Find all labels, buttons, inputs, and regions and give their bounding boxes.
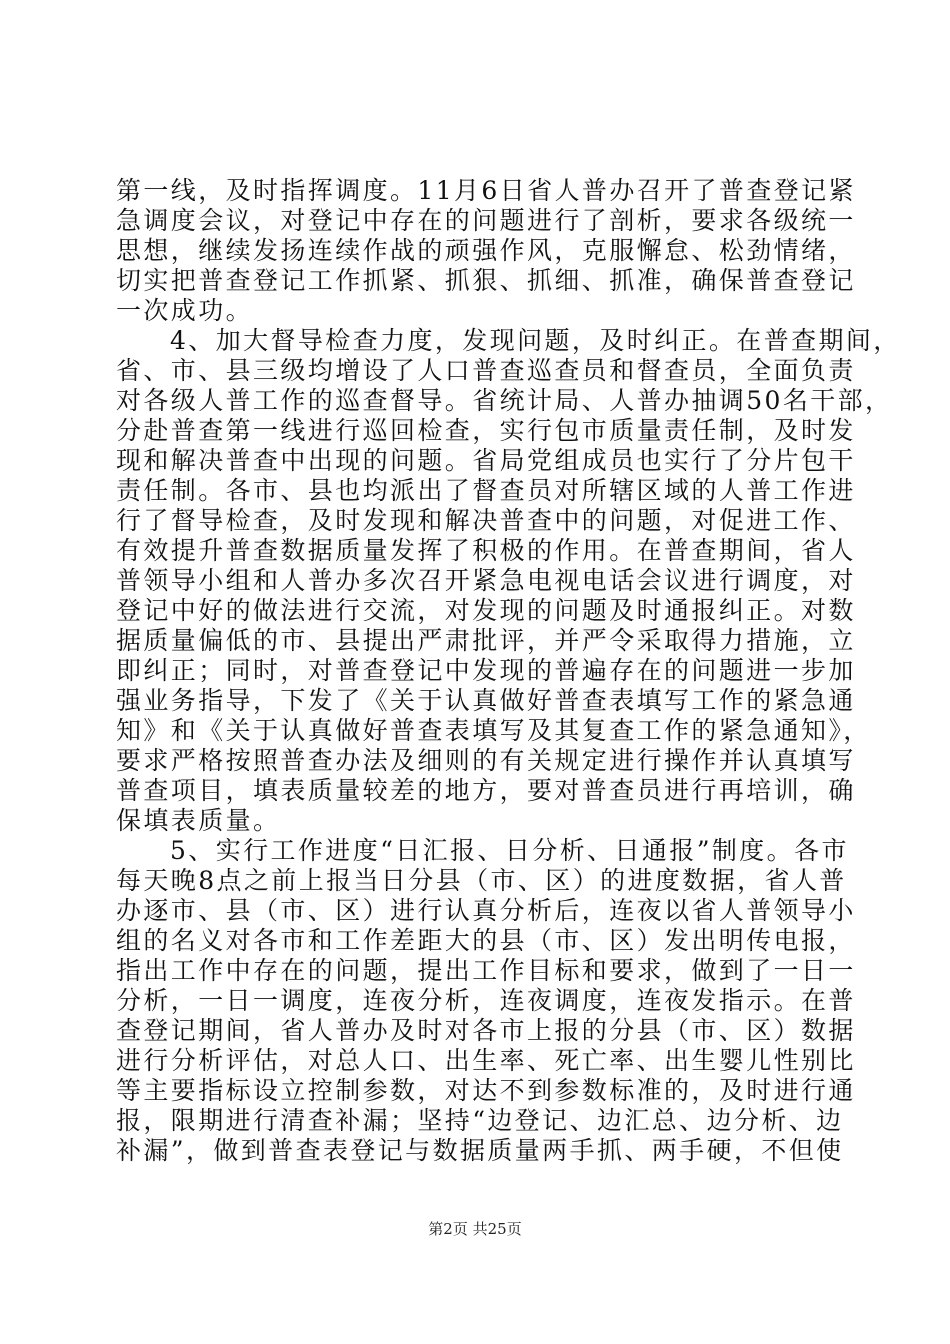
text-line: 每天晚8点之前上报当日分县（市、区）的进度数据，省人普	[116, 866, 847, 895]
text-line: 登记中好的做法进行交流，对发现的问题及时通报纠正。对数	[116, 596, 856, 625]
text-line: 责任制。各市、县也均派出了督查员对所辖区域的人普工作进	[116, 476, 856, 505]
text-line: 查登记期间，省人普办及时对各市上报的分县（市、区）数据	[116, 1016, 856, 1045]
text-line: 4、加大督导检查力度，发现问题，及时纠正。在普查期间，	[170, 326, 901, 355]
text-line: 指出工作中存在的问题，提出工作目标和要求，做到了一日一	[116, 956, 856, 985]
text-line: 报，限期进行清查补漏；坚持“边登记、边汇总、边分析、边	[116, 1106, 844, 1135]
text-line: 5、实行工作进度“日汇报、日分析、日通报”制度。各市	[170, 836, 849, 865]
text-line: 分赴普查第一线进行巡回检查，实行包市质量责任制，及时发	[116, 416, 856, 445]
text-line: 省、市、县三级均增设了人口普查巡查员和督查员，全面负责	[116, 356, 856, 385]
text-line: 即纠正；同时，对普查登记中发现的普遍存在的问题进一步加	[116, 656, 856, 685]
text-line: 办逐市、县（市、区）进行认真分析后，连夜以省人普领导小	[116, 896, 856, 925]
text-line: 第一线，及时指挥调度。11月6日省人普办召开了普查登记紧	[116, 176, 856, 205]
text-line: 现和解决普查中出现的问题。省局党组成员也实行了分片包干	[116, 446, 856, 475]
text-line: 组的名义对各市和工作差距大的县（市、区）发出明传电报，	[116, 926, 856, 955]
text-line: 对各级人普工作的巡查督导。省统计局、人普办抽调50名干部，	[116, 386, 893, 415]
text-line: 要求严格按照普查办法及细则的有关规定进行操作并认真填写	[116, 746, 856, 775]
text-line: 切实把普查登记工作抓紧、抓狠、抓细、抓准，确保普查登记	[116, 266, 856, 295]
text-line: 据质量偏低的市、县提出严肃批评，并严令采取得力措施，立	[116, 626, 856, 655]
text-line: 知》和《关于认真做好普查表填写及其复查工作的紧急通知》，	[116, 716, 871, 745]
text-line: 强业务指导，下发了《关于认真做好普查表填写工作的紧急通	[116, 686, 856, 715]
text-line: 保填表质量。	[116, 806, 281, 835]
text-line: 普查项目，填表质量较差的地方，要对普查员进行再培训，确	[116, 776, 856, 805]
text-line: 一次成功。	[116, 296, 254, 325]
text-line: 普领导小组和人普办多次召开紧急电视电话会议进行调度，对	[116, 566, 856, 595]
text-line: 行了督导检查，及时发现和解决普查中的问题，对促进工作、	[116, 506, 856, 535]
text-line: 急调度会议，对登记中存在的问题进行了剖析，要求各级统一	[116, 206, 856, 235]
text-line: 思想，继续发扬连续作战的顽强作风，克服懈怠、松劲情绪，	[116, 236, 856, 265]
text-line: 等主要指标设立控制参数，对达不到参数标准的，及时进行通	[116, 1076, 856, 1105]
text-line: 分析，一日一调度，连夜分析，连夜调度，连夜发指示。在普	[116, 986, 856, 1015]
text-line: 有效提升普查数据质量发挥了积极的作用。在普查期间，省人	[116, 536, 856, 565]
text-line: 补漏”，做到普查表登记与数据质量两手抓、两手硬，不但使	[116, 1136, 844, 1165]
page-footer: 第2页 共25页	[428, 1220, 522, 1238]
text-line: 进行分析评估，对总人口、出生率、死亡率、出生婴儿性别比	[116, 1046, 856, 1075]
